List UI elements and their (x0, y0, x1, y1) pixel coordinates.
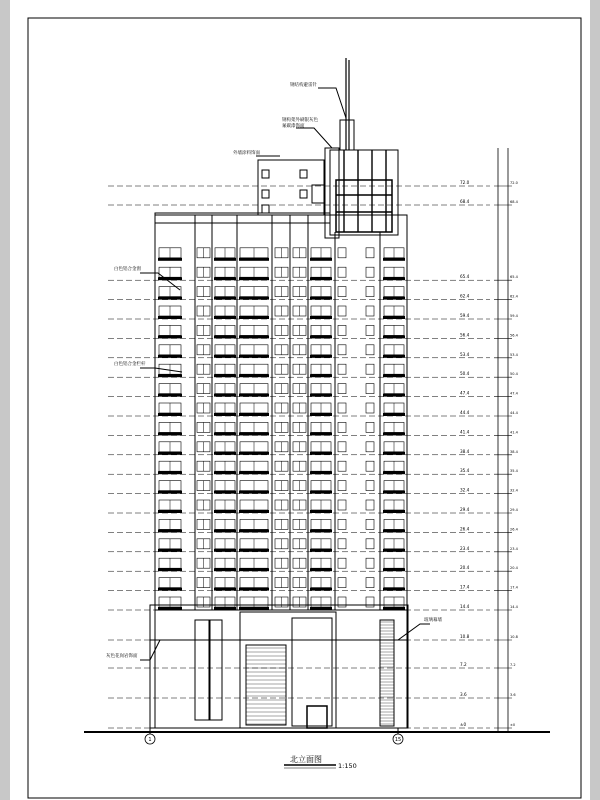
balcony-slab (310, 491, 332, 494)
floor-level-label: 14.4 (460, 604, 470, 609)
dimension-label: 29.4 (510, 508, 518, 512)
balcony-slab (383, 432, 405, 435)
balcony-slab (383, 277, 405, 280)
window (338, 287, 346, 297)
axis-label-left: 1 (148, 737, 152, 743)
balcony-slab (214, 277, 236, 280)
dimension-label: 7.2 (510, 663, 516, 667)
balcony-slab (214, 316, 236, 319)
drawing-scale: 1:150 (338, 762, 357, 770)
balcony-slab (158, 529, 182, 532)
balcony-slab (239, 568, 269, 571)
window (338, 442, 346, 452)
balcony-slab (214, 355, 236, 358)
window (338, 500, 346, 510)
dimension-label: 62.4 (510, 294, 518, 299)
balcony-slab (239, 258, 269, 261)
window (338, 364, 346, 374)
balcony-slab (158, 297, 182, 300)
window (338, 248, 346, 258)
balcony-slab (214, 529, 236, 532)
floor-level-label: 47.4 (460, 390, 470, 396)
balcony-slab (383, 452, 405, 455)
floor-level-label: 53.4 (460, 351, 470, 357)
balcony-slab (310, 568, 332, 571)
balcony-slab (239, 452, 269, 455)
balcony-slab (383, 335, 405, 338)
balcony-slab (310, 355, 332, 358)
dimension-label: 50.4 (510, 372, 518, 377)
callout-balcony-note-2: 白色铝合金栏杆 (114, 362, 146, 367)
floor-level-label: 26.4 (460, 526, 470, 532)
window (366, 442, 374, 452)
window (338, 325, 346, 335)
balcony-slab (239, 432, 269, 435)
window (366, 267, 374, 277)
dimension-label: 10.8 (510, 635, 518, 639)
balcony-slab (158, 471, 182, 474)
balcony-slab (239, 355, 269, 358)
balcony-slab (383, 316, 405, 319)
balcony-slab (383, 258, 405, 261)
dimension-label: 56.4 (510, 333, 518, 338)
floor-level-label: 62.4 (460, 293, 470, 299)
balcony-slab (158, 491, 182, 494)
window (366, 345, 374, 355)
callout-cap-note-1: 钢构架外刷银灰色 (282, 118, 318, 123)
window (366, 287, 374, 297)
balcony-slab (310, 335, 332, 338)
balcony-slab (310, 258, 332, 261)
callout-stair-tower-note: 外墙涂料饰面 (233, 151, 260, 156)
balcony-slab (158, 394, 182, 397)
window (366, 558, 374, 568)
balcony-slab (158, 374, 182, 377)
balcony-slab (214, 568, 236, 571)
floor-level-label: 23.4 (460, 545, 470, 551)
callout-mast-note: 钢结构避雷针 (290, 83, 317, 88)
balcony-slab (214, 510, 236, 513)
window (338, 461, 346, 471)
callout-right-tower-note: 玻璃幕墙 (424, 618, 442, 623)
balcony-slab (214, 413, 236, 416)
dimension-label: 72.0 (510, 181, 518, 185)
balcony-slab (239, 277, 269, 280)
balcony-slab (158, 568, 182, 571)
balcony-slab (310, 607, 332, 610)
balcony-slab (158, 355, 182, 358)
dimension-label: 3.6 (510, 693, 516, 697)
floor-level-label: 50.4 (460, 371, 470, 377)
balcony-slab (310, 297, 332, 300)
dimension-label: 14.4 (510, 605, 518, 609)
sheet-margin-left (0, 0, 10, 800)
floor-level-label: 17.4 (460, 584, 470, 590)
balcony-slab (214, 452, 236, 455)
dimension-label: 47.4 (510, 391, 518, 396)
window (366, 306, 374, 316)
balcony-slab (158, 258, 182, 261)
callout-balcony-note-1: 白色铝合金窗 (114, 267, 141, 272)
window (366, 481, 374, 491)
dimension-label: 32.4 (510, 488, 518, 493)
floor-level-label: 41.4 (460, 429, 470, 435)
balcony-slab (383, 355, 405, 358)
window (366, 248, 374, 258)
window (338, 306, 346, 316)
dimension-label: 44.4 (510, 411, 518, 415)
balcony-slab (158, 432, 182, 435)
balcony-slab (383, 471, 405, 474)
dimension-label: 23.4 (510, 546, 518, 551)
balcony-slab (310, 413, 332, 416)
balcony-slab (310, 394, 332, 397)
balcony-slab (310, 471, 332, 474)
axis-label-right: 15 (394, 737, 402, 743)
balcony-slab (214, 258, 236, 261)
balcony-slab (239, 335, 269, 338)
drawing-title: 北立面图 (290, 755, 322, 764)
window (338, 403, 346, 413)
floor-level-label: 72.0 (460, 180, 470, 185)
dimension-label: 35.4 (510, 469, 518, 474)
floor-level-label: 3.6 (460, 692, 467, 697)
balcony-slab (214, 394, 236, 397)
balcony-slab (214, 471, 236, 474)
balcony-slab (383, 510, 405, 513)
balcony-slab (310, 510, 332, 513)
balcony-slab (310, 549, 332, 552)
balcony-slab (239, 374, 269, 377)
dimension-label: 53.4 (510, 352, 518, 357)
balcony-slab (239, 529, 269, 532)
balcony-slab (239, 316, 269, 319)
floor-level-label: ±0 (460, 722, 467, 727)
balcony-slab (214, 588, 236, 591)
balcony-slab (383, 394, 405, 397)
balcony-slab (158, 316, 182, 319)
window (338, 384, 346, 394)
balcony-slab (383, 413, 405, 416)
balcony-slab (239, 549, 269, 552)
balcony-slab (214, 374, 236, 377)
balcony-slab (383, 588, 405, 591)
balcony-slab (239, 297, 269, 300)
dimension-label: 65.4 (510, 275, 518, 280)
floor-level-label: 29.4 (460, 507, 470, 512)
balcony-slab (383, 529, 405, 532)
floor-level-label: 7.2 (460, 662, 467, 667)
balcony-slab (158, 452, 182, 455)
window (338, 558, 346, 568)
window (366, 384, 374, 394)
balcony-slab (214, 491, 236, 494)
balcony-slab (158, 277, 182, 280)
balcony-slab (158, 607, 182, 610)
balcony-slab (214, 549, 236, 552)
window (366, 364, 374, 374)
window (366, 500, 374, 510)
balcony-slab (158, 510, 182, 513)
window (338, 519, 346, 529)
balcony-slab (383, 297, 405, 300)
window (338, 422, 346, 432)
balcony-slab (310, 316, 332, 319)
dimension-label: 26.4 (510, 527, 518, 532)
balcony-slab (239, 413, 269, 416)
dimension-label: 59.4 (510, 314, 518, 318)
balcony-slab (310, 452, 332, 455)
balcony-slab (158, 335, 182, 338)
callout-base-note: 灰色花岗岩饰面 (106, 654, 138, 659)
balcony-slab (310, 432, 332, 435)
window (338, 481, 346, 491)
callout-cap-note-2: 氟碳漆饰面 (282, 124, 305, 129)
floor-level-label: 68.4 (460, 199, 470, 204)
balcony-slab (383, 607, 405, 610)
window (366, 325, 374, 335)
balcony-slab (310, 588, 332, 591)
balcony-slab (383, 568, 405, 571)
balcony-slab (310, 277, 332, 280)
window (366, 403, 374, 413)
balcony-slab (383, 374, 405, 377)
dimension-label: ±0 (510, 723, 516, 727)
balcony-slab (239, 510, 269, 513)
dimension-label: 41.4 (510, 430, 518, 435)
dimension-label: 38.4 (510, 449, 518, 454)
balcony-slab (383, 549, 405, 552)
window (338, 578, 346, 588)
floor-level-label: 56.4 (460, 332, 470, 338)
window (366, 519, 374, 529)
floor-level-label: 44.4 (460, 410, 470, 415)
balcony-slab (310, 529, 332, 532)
balcony-slab (239, 607, 269, 610)
dimension-label: 20.4 (510, 566, 518, 571)
balcony-slab (239, 471, 269, 474)
balcony-slab (239, 588, 269, 591)
floor-level-label: 20.4 (460, 565, 470, 571)
dimension-label: 68.4 (510, 200, 518, 204)
floor-level-label: 35.4 (460, 468, 470, 474)
balcony-slab (214, 607, 236, 610)
floor-level-label: 59.4 (460, 313, 470, 318)
balcony-slab (158, 588, 182, 591)
balcony-slab (383, 491, 405, 494)
window (366, 578, 374, 588)
window (338, 539, 346, 549)
balcony-slab (214, 335, 236, 338)
window (366, 422, 374, 432)
floor-level-label: 32.4 (460, 487, 470, 493)
window (338, 345, 346, 355)
balcony-slab (214, 297, 236, 300)
dimension-label: 17.4 (510, 585, 518, 590)
window (338, 267, 346, 277)
balcony-slab (158, 413, 182, 416)
balcony-slab (239, 491, 269, 494)
balcony-slab (239, 394, 269, 397)
floor-level-label: 10.8 (460, 634, 470, 639)
window (366, 461, 374, 471)
floor-level-label: 38.4 (460, 448, 470, 454)
window (366, 539, 374, 549)
floor-level-label: 65.4 (460, 274, 470, 280)
balcony-slab (310, 374, 332, 377)
balcony-slab (214, 432, 236, 435)
balcony-slab (158, 549, 182, 552)
sheet-margin-right (590, 0, 600, 800)
